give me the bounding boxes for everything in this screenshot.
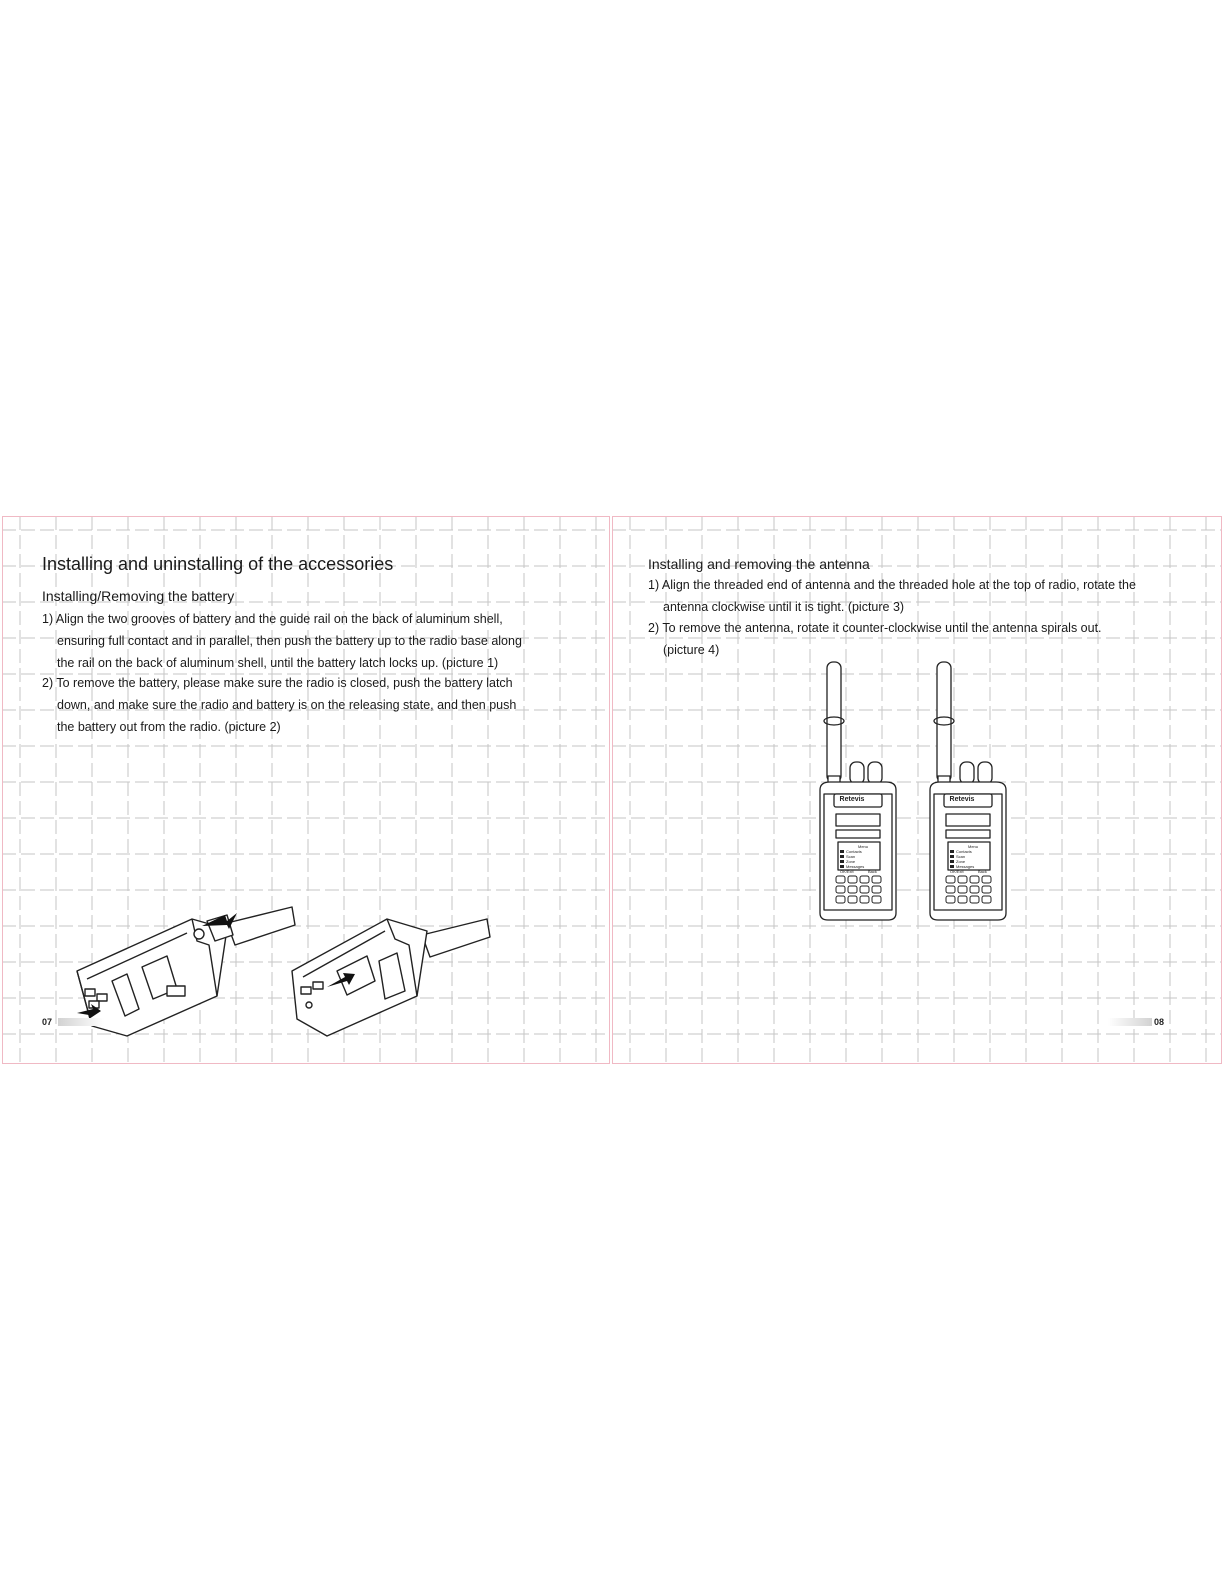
battery-step-1 bbox=[42, 608, 522, 674]
left-folio-bar bbox=[58, 1018, 104, 1026]
step-line: ensuring full contact and in parallel, then push the battery up to the radio base along bbox=[57, 634, 522, 648]
battery-remove-illustration bbox=[287, 901, 497, 1041]
step-line: the rail on the back of aluminum shell, until the battery latch locks up. (picture 1) bbox=[57, 656, 499, 670]
step-number: 2) bbox=[42, 676, 54, 690]
manual-spread bbox=[0, 516, 1224, 1064]
left-page bbox=[2, 516, 610, 1064]
step-number: 2) bbox=[648, 621, 660, 635]
right-page-title: Installing and removing the antenna bbox=[648, 556, 870, 572]
antenna-step-2 bbox=[648, 617, 1102, 661]
right-page bbox=[612, 516, 1222, 1064]
step-number: 1) bbox=[42, 612, 54, 626]
battery-step-2 bbox=[42, 672, 516, 738]
antenna-step-1 bbox=[648, 574, 1136, 618]
step-line: To remove the battery, please make sure the radio is closed, push the battery latch bbox=[56, 676, 513, 690]
battery-section-heading: Installing/Removing the battery bbox=[42, 588, 235, 604]
step-line: the battery out from the radio. (picture 2) bbox=[57, 720, 281, 734]
step-line: Align the threaded end of antenna and the threaded hole at the top of radio, rotate the bbox=[661, 578, 1136, 592]
radio-brand-label: Retevis bbox=[839, 796, 865, 803]
radio-brand-label: Retevis bbox=[949, 796, 975, 803]
page-number-left: 07 bbox=[42, 1017, 53, 1027]
step-line: antenna clockwise until it is tight. (picture 3) bbox=[663, 600, 905, 614]
left-page-title: Installing and uninstalling of the accessories bbox=[42, 554, 394, 574]
right-folio-bar bbox=[1108, 1018, 1152, 1026]
step-number: 1) bbox=[648, 578, 660, 592]
antenna-install-illustration bbox=[812, 658, 912, 923]
antenna-remove-illustration bbox=[922, 658, 1022, 923]
step-line: (picture 4) bbox=[663, 643, 720, 657]
page-number-right: 08 bbox=[1154, 1017, 1165, 1027]
step-line: To remove the antenna, rotate it counter-clockwise until the antenna spirals out. bbox=[662, 621, 1102, 635]
step-line: down, and make sure the radio and battery is on the releasing state, and then push bbox=[57, 698, 517, 712]
step-line: Align the two grooves of battery and the guide rail on the back of aluminum shell, bbox=[55, 612, 503, 626]
